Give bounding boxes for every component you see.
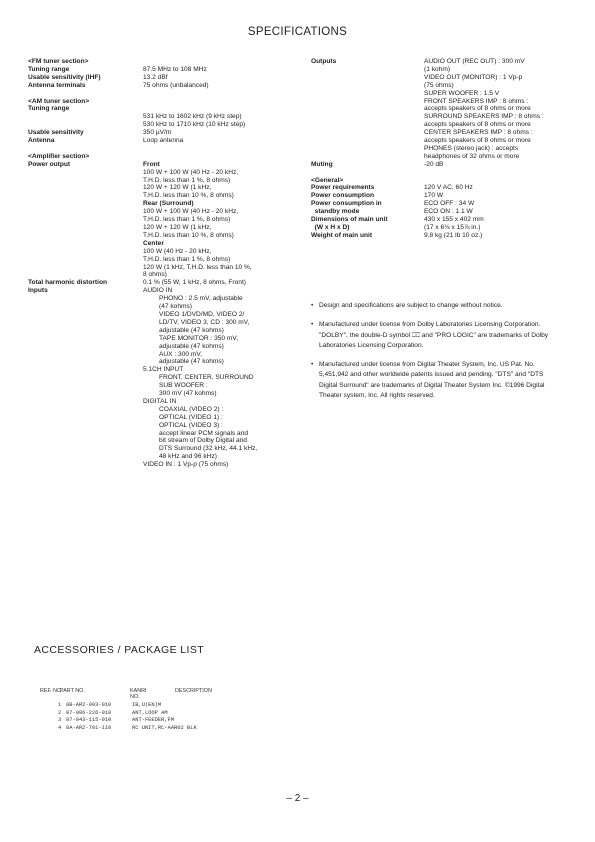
header-description: DESCRIPTION [175, 688, 212, 694]
note-item [311, 320, 561, 351]
spec-value: VIDEO OUT (MONITOR) : 1 Vp-p [424, 73, 523, 81]
spec-label [28, 445, 143, 453]
spec-label [28, 264, 143, 272]
spec-label: (W x H x D) [311, 224, 350, 232]
spec-label [28, 303, 143, 311]
spec-value: (75 ohms) [424, 81, 454, 89]
spec-value: headphones of 32 ohms or more [424, 152, 520, 160]
spec-value: 120 W + 120 W (1 kHz, [143, 184, 212, 192]
spec-row [28, 248, 298, 256]
spec-label [28, 169, 143, 177]
spec-label: Muting [311, 160, 333, 168]
spec-value: SUPER WOOFER : 1.5 V [424, 89, 500, 97]
spec-label: Usable sensitivity (IHF) [28, 73, 101, 81]
spec-value: -20 dB [424, 160, 444, 168]
spec-value [143, 105, 298, 113]
spec-label: Dimensions of main unit [311, 216, 388, 224]
spec-label [28, 208, 143, 216]
spec-value: FRONT SPEAKERS IMP : 8 ohms : [424, 97, 529, 105]
spec-label [311, 121, 424, 129]
spec-label: Antenna terminals [28, 81, 86, 89]
spec-row [28, 66, 298, 74]
ref-no: 4 [58, 724, 62, 731]
spec-value: TAPE MONITOR : 350 mV, [159, 334, 239, 342]
spec-value: 100 W (40 Hz - 20 kHz, [143, 247, 212, 255]
spec-row [28, 422, 298, 430]
spec-label: standby mode [311, 208, 360, 216]
spec-label [28, 430, 143, 438]
spec-label [311, 137, 424, 145]
spec-row [311, 184, 581, 192]
spec-label [28, 240, 143, 248]
spec-row [28, 216, 298, 224]
spec-label [311, 90, 424, 98]
spec-row [28, 382, 298, 390]
spec-value: Rear (Surround) [143, 200, 194, 208]
spec-row [28, 461, 298, 469]
part-no: 8B-AR2-903-010 [66, 702, 112, 708]
spec-value: accepts speakers of 8 ohms or more [424, 105, 531, 113]
spec-label [28, 271, 143, 279]
spec-row [311, 216, 581, 224]
spec-value: adjustable (47 kohms) [159, 326, 224, 334]
spec-row [311, 66, 581, 74]
spec-value: AUDIO OUT (REC OUT) : 300 mV [424, 58, 525, 65]
spec-value: ECO ON : 1.1 W [424, 208, 473, 216]
spec-label [28, 311, 143, 319]
spec-value: 75 ohms (unbalanced) [143, 81, 209, 89]
spec-row [28, 271, 298, 279]
spec-row [28, 129, 298, 137]
spec-value: T.H.D. less than 1 %, 8 ohms) [143, 255, 231, 263]
section-heading: <Amplifier section> [28, 152, 90, 160]
header-ref-no: REF. NO. [40, 688, 63, 694]
spec-row [311, 232, 581, 240]
spec-row [28, 335, 298, 343]
spec-row [311, 129, 581, 137]
spec-row [311, 98, 581, 106]
spec-label [28, 343, 143, 351]
spec-row [311, 200, 581, 208]
spec-value: T.H.D. less than 1 %, 8 ohms) [143, 216, 231, 224]
spec-row [28, 406, 298, 414]
spec-row [28, 82, 298, 90]
part-no: 87-006-226-010 [66, 709, 112, 716]
spec-value: OPTICAL (VIDEO 3) : [159, 421, 223, 429]
spec-label [28, 232, 143, 240]
spec-row [311, 161, 581, 169]
spec-row [311, 58, 581, 66]
spec-label [28, 192, 143, 200]
spec-row [28, 366, 298, 374]
spec-row [28, 287, 298, 295]
spec-row [311, 224, 581, 232]
spec-value: (1 kohm) [424, 65, 451, 73]
spec-row [28, 208, 298, 216]
spec-value: Center [143, 239, 164, 247]
spec-row [28, 240, 298, 248]
spec-row [311, 105, 581, 113]
spec-value: 48 kHz and 96 kHz) [159, 453, 217, 461]
spec-row [28, 437, 298, 445]
spec-value: accept linear PCM signals and [159, 429, 249, 437]
spec-label [28, 390, 143, 398]
spec-label [28, 224, 143, 232]
spec-value: T.H.D. less than 10 %, 8 ohms) [143, 231, 234, 239]
spec-value: Front [143, 160, 160, 168]
spec-label: Weight of main unit [311, 231, 373, 239]
spec-label [28, 200, 143, 208]
spec-value: FRONT, CENTER, SURROUND [159, 374, 254, 382]
spec-value: 120 W + 120 W (1 kHz, [143, 224, 212, 231]
spec-label [28, 177, 143, 185]
spec-label [311, 113, 424, 121]
spec-value: 531 kHz to 1602 kHz (9 kHz step) [143, 113, 242, 121]
spec-value: 8 ohms) [143, 271, 167, 279]
spec-row [311, 113, 581, 121]
spec-row [28, 445, 298, 453]
spec-label: Outputs [311, 58, 337, 65]
spec-label [28, 374, 143, 382]
spec-value: T.H.D. less than 1 %, 8 ohms) [143, 176, 231, 184]
spec-row [311, 90, 581, 98]
spec-value: 430 x 155 x 402 mm [424, 216, 484, 224]
spec-value: PHONES (stereo jack) : accepts [424, 144, 519, 152]
spec-value: 350 µV/m [143, 129, 172, 137]
spec-value: adjustable (47 kohms) [159, 342, 224, 350]
spec-row [28, 105, 298, 113]
section-heading: <General> [311, 176, 344, 184]
notes-block [311, 301, 561, 410]
spec-row [311, 153, 581, 161]
spacer [28, 145, 298, 153]
spec-row [28, 319, 298, 327]
spec-value: VIDEO IN : 1 Vp-p (75 ohms) [143, 461, 229, 469]
description: ANT,LOOP AM [132, 709, 168, 716]
spec-value: PHONO : 2.5 mV, adjustable [159, 295, 243, 303]
spec-value: accepts speakers of 8 ohms or more [424, 121, 531, 129]
spec-value: (17 x 6⅛ x 15⅞ in.) [424, 224, 481, 232]
spec-row [28, 74, 298, 82]
spec-row [28, 161, 298, 169]
spec-label [28, 406, 143, 414]
spec-row [28, 453, 298, 461]
spec-label [28, 335, 143, 343]
spec-row [28, 192, 298, 200]
spec-label: Power consumption [311, 192, 375, 200]
description: RC UNIT,RC-AAR02 BLK [132, 724, 197, 731]
spec-value: SURROUND SPEAKERS IMP : 8 ohms : [424, 113, 544, 121]
spec-value: (47 kohms) [159, 303, 192, 311]
note-text: Manufactured under license from Dolby Laboratories Licensing Corporation. "DOLBY", the double-D symbol ⎕⎕ and "PRO LOGIC" are trademarks of Dolby Laboratories Licensing Corporation. [319, 321, 549, 349]
spec-value: 300 mV (47 kohms) [159, 390, 217, 398]
spec-row [28, 303, 298, 311]
spec-row [28, 184, 298, 192]
spec-row [311, 121, 581, 129]
spec-row [28, 279, 298, 287]
spec-row [28, 430, 298, 438]
note-text: Manufactured under license from Digital Theater System, Inc. US Pat. No. 5,451,942 and other worldwide patents issued and pending. "DTS" and "DTS Digital Surround" are trademarks of Digital Theater System Inc. ©1996 Digital Theater system, Inc. All rights reserved. [319, 361, 545, 400]
spec-label [311, 74, 424, 82]
spec-row [28, 351, 298, 359]
spec-value: VIDEO 1/DVD/MD, VIDEO 2/ [159, 310, 245, 318]
spec-label [28, 382, 143, 390]
spec-row [28, 256, 298, 264]
spec-row [28, 327, 298, 335]
spec-value: 120 W (1 kHz, T.H.D. less than 10 %, [143, 263, 252, 271]
spec-label [28, 121, 143, 129]
spec-value: 9.8 kg (21 lb 10 oz.) [424, 231, 483, 239]
spec-row [28, 398, 298, 406]
spec-label: Tuning range [28, 65, 70, 73]
spec-label [28, 351, 143, 359]
spec-value: AUDIO IN [143, 287, 173, 295]
spec-label [28, 453, 143, 461]
spec-value: 5.1CH INPUT [143, 366, 184, 374]
spec-value: CENTER SPEAKERS IMP : 8 ohms : [424, 129, 533, 137]
spec-row [28, 374, 298, 382]
header-part-no: PART NO. [60, 688, 85, 694]
spec-value: DTS Surround (32 kHz, 44.1 kHz, [159, 445, 258, 453]
spec-value: 530 kHz to 1710 kHz (10 kHz step) [143, 121, 246, 129]
spec-row [28, 414, 298, 422]
spec-row [28, 390, 298, 398]
ref-no: 1 [58, 702, 62, 708]
spec-label [28, 437, 143, 445]
spec-row [28, 358, 298, 366]
section-heading: <AM tuner section> [28, 97, 90, 105]
spec-label: Antenna [28, 137, 55, 145]
spec-label: Tuning range [28, 105, 70, 113]
spec-row [311, 145, 581, 153]
bullet-icon: • [311, 302, 314, 309]
spec-value: SUB WOOFER : [159, 382, 208, 390]
spec-label [311, 66, 424, 74]
spec-label [28, 327, 143, 335]
spec-row [28, 121, 298, 129]
spec-row [28, 264, 298, 272]
spacer [28, 90, 298, 98]
spec-value: COAXIAL (VIDEO 2) : [159, 405, 224, 413]
specs-right-column [311, 58, 581, 240]
spec-label [311, 145, 424, 153]
spec-value: DIGITAL IN [143, 397, 177, 405]
spec-label: Power requirements [311, 184, 375, 192]
spec-value: 100 W + 100 W (40 Hz - 20 kHz, [143, 208, 239, 216]
spec-label [28, 216, 143, 224]
spec-label: Total harmonic distortion [28, 279, 108, 287]
ref-no: 2 [58, 709, 62, 716]
ref-no: 3 [58, 717, 62, 724]
spec-label [28, 319, 143, 327]
spec-row [311, 192, 581, 200]
part-no: 87-043-115-010 [66, 717, 112, 724]
spec-value: 87.5 MHz to 108 MHz [143, 65, 207, 73]
spec-label [311, 98, 424, 106]
accessories-title: ACCESSORIES / PACKAGE LIST [34, 644, 205, 656]
spec-label [28, 358, 143, 366]
spec-label [28, 184, 143, 192]
spec-label [28, 256, 143, 264]
spec-label: Power consumption in [311, 200, 382, 208]
spec-value: adjustable (47 kohms) [159, 358, 224, 366]
spec-label [28, 113, 143, 121]
spec-row [28, 343, 298, 351]
spec-row [28, 311, 298, 319]
spec-row [28, 113, 298, 121]
specs-left-column [28, 58, 298, 469]
spec-row [311, 82, 581, 90]
spec-label: Inputs [28, 287, 48, 295]
spec-value: 13.2 dBf [143, 73, 168, 81]
spec-label [28, 461, 143, 469]
spec-row [28, 169, 298, 177]
spec-value: 0.1 % (55 W, 1 kHz, 8 ohms, Front) [143, 279, 246, 287]
spec-value: 120 V AC, 60 Hz [424, 184, 473, 192]
spec-label [311, 105, 424, 113]
section-heading: <FM tuner section> [28, 58, 89, 65]
spacer [311, 169, 581, 177]
bullet-icon: • [311, 321, 314, 329]
spec-label [311, 82, 424, 90]
spec-label [28, 295, 143, 303]
spec-label [28, 366, 143, 374]
spec-value: ECO OFF : 34 W [424, 200, 475, 208]
spec-value: AUX : 300 mV, [159, 350, 203, 358]
spec-value: LD/TV, VIDEO 3, CD : 300 mV, [159, 318, 250, 326]
note-item [311, 360, 561, 401]
description: IB,U(EN)M [132, 702, 162, 708]
spec-label [28, 398, 143, 406]
spec-value: bit stream of Dolby Digital and [159, 437, 247, 445]
spec-label [28, 414, 143, 422]
header-kanri-no: KANRI NO. [130, 688, 147, 700]
part-no: 8A-AR2-701-110 [66, 724, 112, 731]
spec-row [28, 177, 298, 185]
spec-value: Loop antenna [143, 137, 184, 145]
spec-label: Usable sensitivity [28, 129, 84, 137]
spec-row [311, 208, 581, 216]
spec-value: accepts speakers of 8 ohms or more [424, 137, 531, 145]
spec-label [28, 422, 143, 430]
description: ANT-FEEDER,FM [132, 717, 175, 724]
spec-label [311, 153, 424, 161]
spec-value: 100 W + 100 W (40 Hz - 20 kHz, [143, 168, 239, 176]
spec-row [28, 232, 298, 240]
page-title: SPECIFICATIONS [247, 26, 348, 38]
spec-label: Power output [28, 160, 71, 168]
spec-value: 170 W [424, 192, 444, 200]
spec-value: OPTICAL (VIDEO 1) : [159, 413, 223, 421]
spec-row [28, 224, 298, 232]
spec-label [28, 248, 143, 256]
spec-row [28, 295, 298, 303]
bullet-icon: • [311, 361, 314, 369]
spec-label [311, 129, 424, 137]
page-number: – 2 – [286, 793, 309, 804]
note-item [311, 301, 561, 311]
spec-row [28, 137, 298, 145]
spec-row [28, 200, 298, 208]
spec-row [311, 74, 581, 82]
spec-row [311, 137, 581, 145]
spec-value: T.H.D. less than 10 %, 8 ohms) [143, 192, 234, 200]
note-text: Design and specifications are subject to change without notice. [319, 302, 503, 309]
